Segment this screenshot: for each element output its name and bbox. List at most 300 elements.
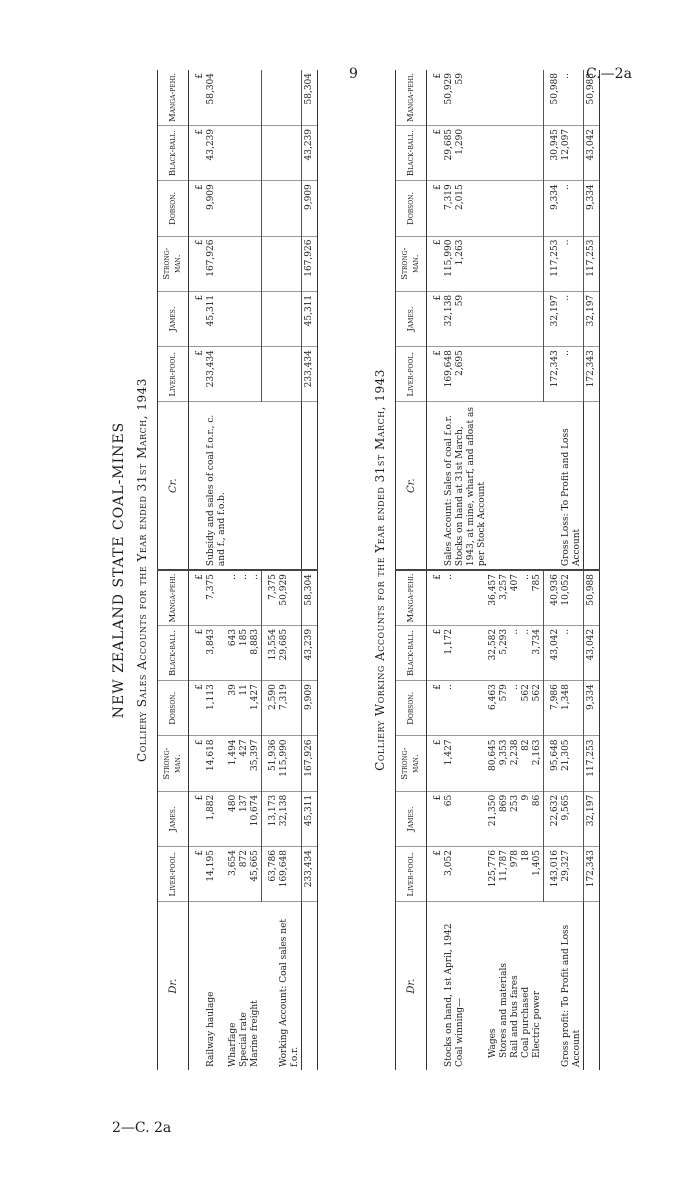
currency-symbol: £: [189, 347, 207, 402]
amount-cell: [250, 181, 262, 236]
row-label: Electric power: [532, 990, 542, 1058]
amount-cell: [521, 70, 532, 125]
table-row: [532, 70, 544, 1070]
col-head-mine: James.: [396, 791, 427, 846]
amount-cell: [499, 291, 510, 346]
amount-cell: ..: [510, 625, 521, 680]
amount-cell: 18: [521, 847, 532, 902]
col-head-mine: Liver-pool.: [158, 347, 189, 402]
amount-cell: [250, 347, 262, 402]
amount-cell: [532, 236, 544, 291]
dr-heading: Dr.: [396, 902, 427, 1070]
document-reference: C.—2a: [586, 66, 632, 82]
amount-cell: [228, 181, 239, 236]
col-head-mine: Black-ball.: [158, 125, 189, 180]
currency-symbol: £: [189, 291, 207, 346]
amount-cell: [510, 125, 521, 180]
amount-cell: 2,590: [262, 681, 280, 736]
amount-cell: [521, 181, 532, 236]
amount-cell: [499, 181, 510, 236]
amount-cell: 58,304: [302, 70, 318, 125]
amount-cell: 50,929: [279, 570, 302, 625]
amount-cell: 1,405: [532, 847, 544, 902]
amount-cell: 1,427: [250, 681, 262, 736]
cr-heading: Cr.: [158, 402, 189, 570]
col-head-mine: Strong-man.: [396, 236, 427, 291]
dr-heading: Dr.: [158, 902, 189, 1070]
amount-cell: 117,253: [584, 236, 600, 291]
amount-cell: [510, 236, 521, 291]
amount-cell: 32,197: [584, 791, 600, 846]
amount-cell: [455, 681, 488, 736]
row-label: Rail and bus fares: [510, 975, 520, 1058]
row-label: [584, 902, 600, 1070]
amount-cell: 9,909: [302, 681, 318, 736]
amount-cell: 45,311: [206, 291, 228, 346]
amount-cell: [488, 347, 499, 402]
amount-cell: 117,253: [584, 736, 600, 791]
amount-cell: 59: [455, 70, 488, 125]
currency-symbol: £: [427, 570, 445, 625]
row-label: [499, 402, 510, 570]
amount-cell: [510, 70, 521, 125]
amount-cell: 50,929: [444, 70, 455, 125]
amount-cell: 45,665: [250, 847, 262, 902]
row-label: Coal purchased: [521, 986, 531, 1058]
header-row: [158, 70, 189, 1070]
row-label: [239, 402, 250, 570]
table-row: [228, 70, 239, 1070]
table-row: [499, 70, 510, 1070]
amount-cell: [228, 70, 239, 125]
col-head-mine: Dobson.: [158, 181, 189, 236]
amount-cell: 30,945: [544, 125, 562, 180]
amount-cell: [228, 291, 239, 346]
amount-cell: 9: [521, 791, 532, 846]
amount-cell: [279, 347, 302, 402]
currency-symbol: £: [427, 70, 445, 125]
amount-cell: 35,397: [250, 736, 262, 791]
amount-cell: [279, 291, 302, 346]
currency-symbol: £: [427, 736, 445, 791]
amount-cell: 8,883: [250, 625, 262, 680]
amount-cell: 579: [499, 681, 510, 736]
amount-cell: 3,843: [206, 625, 228, 680]
blank-cell: [189, 902, 207, 1070]
currency-symbol: £: [427, 625, 445, 680]
amount-cell: 172,343: [544, 347, 562, 402]
amount-cell: 2,238: [510, 736, 521, 791]
amount-cell: [521, 125, 532, 180]
currency-symbol: £: [189, 236, 207, 291]
amount-cell: [455, 847, 488, 902]
page-number: 9: [349, 66, 358, 82]
table-row: [510, 70, 521, 1070]
amount-cell: [455, 625, 488, 680]
amount-cell: 169,648: [279, 847, 302, 902]
amount-cell: [279, 125, 302, 180]
col-head-mine: Manga-pehi.: [396, 70, 427, 125]
col-head-mine: Strong-man.: [158, 736, 189, 791]
row-label: Special rate: [239, 1012, 249, 1067]
amount-cell: ..: [561, 70, 584, 125]
table-row: [455, 70, 488, 1070]
currency-symbol: £: [427, 847, 445, 902]
row-label: Working Account: Coal sales net f.o.r.: [279, 918, 300, 1067]
amount-cell: [239, 125, 250, 180]
amount-cell: 185: [239, 625, 250, 680]
amount-cell: [488, 181, 499, 236]
amount-cell: [262, 70, 280, 125]
amount-cell: 14,618: [206, 736, 228, 791]
amount-cell: 172,343: [584, 847, 600, 902]
amount-cell: 785: [532, 570, 544, 625]
blank-cell: [427, 402, 445, 570]
amount-cell: 82: [521, 736, 532, 791]
amount-cell: 1,882: [206, 791, 228, 846]
amount-cell: 50,988: [584, 570, 600, 625]
amount-cell: [455, 570, 488, 625]
amount-cell: [455, 791, 488, 846]
amount-cell: 58,304: [302, 570, 318, 625]
row-label: Wharfage: [228, 1022, 238, 1067]
amount-cell: [532, 181, 544, 236]
amount-cell: 43,239: [302, 625, 318, 680]
row-label: [302, 402, 318, 570]
table-row: [250, 70, 262, 1070]
amount-cell: 7,375: [262, 570, 280, 625]
amount-cell: 427: [239, 736, 250, 791]
col-head-mine: Liver-pool.: [158, 847, 189, 902]
amount-cell: 2,163: [532, 736, 544, 791]
row-label: Wages: [488, 1028, 498, 1058]
amount-cell: 13,554: [262, 625, 280, 680]
working-account-table: [395, 70, 600, 1070]
currency-symbol: £: [189, 681, 207, 736]
amount-cell: 1,494: [228, 736, 239, 791]
amount-cell: 6,463: [488, 681, 499, 736]
amount-cell: 13,173: [262, 791, 280, 846]
amount-cell: [499, 347, 510, 402]
amount-cell: [532, 70, 544, 125]
amount-cell: 29,685: [279, 625, 302, 680]
amount-cell: 32,197: [584, 291, 600, 346]
amount-cell: 12,097: [561, 125, 584, 180]
row-label: Coal winning—: [455, 997, 465, 1067]
amount-cell: 167,926: [302, 236, 318, 291]
table-row: [544, 70, 562, 1070]
amount-cell: [262, 181, 280, 236]
sales-title: Colliery Sales Accounts for the Year ended 31st March, 1943: [135, 378, 149, 762]
row-label: Marine freight: [250, 1000, 260, 1067]
amount-cell: 50,988: [544, 70, 562, 125]
row-label: Railway haulage: [206, 991, 216, 1067]
amount-cell: [488, 70, 499, 125]
amount-cell: [499, 236, 510, 291]
amount-cell: 407: [510, 570, 521, 625]
header-row: [396, 70, 427, 1070]
currency-symbol: £: [189, 736, 207, 791]
amount-cell: 872: [239, 847, 250, 902]
amount-cell: 32,138: [444, 291, 455, 346]
amount-cell: 32,582: [488, 625, 499, 680]
col-head-mine: Strong-man.: [158, 236, 189, 291]
col-head-mine: James.: [158, 291, 189, 346]
amount-cell: 7,986: [544, 681, 562, 736]
amount-cell: 9,909: [206, 181, 228, 236]
amount-cell: ..: [239, 570, 250, 625]
row-label: [544, 902, 562, 1070]
amount-cell: [532, 125, 544, 180]
row-label: [532, 402, 544, 570]
amount-cell: 43,042: [584, 125, 600, 180]
amount-cell: 21,305: [561, 736, 584, 791]
amount-cell: [279, 236, 302, 291]
currency-symbol: £: [189, 125, 207, 180]
table-row: [206, 70, 228, 1070]
currency-symbol: £: [427, 236, 445, 291]
amount-cell: 562: [521, 681, 532, 736]
amount-cell: [262, 125, 280, 180]
amount-cell: 1,113: [206, 681, 228, 736]
row-label: [262, 402, 280, 570]
currency-row: [427, 70, 445, 1070]
row-label: [544, 402, 562, 570]
amount-cell: ..: [521, 570, 532, 625]
amount-cell: [262, 347, 280, 402]
table-row: [279, 70, 302, 1070]
main-title: NEW ZEALAND STATE COAL-MINES: [111, 421, 127, 719]
amount-cell: [250, 70, 262, 125]
amount-cell: [262, 236, 280, 291]
amount-cell: [228, 236, 239, 291]
currency-symbol: £: [427, 681, 445, 736]
row-label: Sales Account: Sales of coal f.o.r.: [444, 402, 455, 570]
col-head-mine: Black-ball.: [158, 625, 189, 680]
amount-cell: 3,052: [444, 847, 455, 902]
amount-cell: 1,172: [444, 625, 455, 680]
amount-cell: [279, 181, 302, 236]
amount-cell: 9,909: [302, 181, 318, 236]
col-head-mine: Black-ball.: [396, 625, 427, 680]
amount-cell: 5,293: [499, 625, 510, 680]
amount-cell: [262, 291, 280, 346]
amount-cell: ..: [228, 570, 239, 625]
amount-cell: 11: [239, 681, 250, 736]
amount-cell: 562: [532, 681, 544, 736]
amount-cell: 50,988: [584, 70, 600, 125]
col-head-mine: Liver-pool.: [396, 847, 427, 902]
currency-symbol: £: [189, 847, 207, 902]
amount-cell: ..: [510, 681, 521, 736]
amount-cell: ..: [561, 347, 584, 402]
amount-cell: [532, 291, 544, 346]
amount-cell: [239, 291, 250, 346]
amount-cell: [239, 70, 250, 125]
col-head-mine: Liver-pool.: [396, 347, 427, 402]
amount-cell: 1,348: [561, 681, 584, 736]
amount-cell: 2,015: [455, 181, 488, 236]
amount-cell: 480: [228, 791, 239, 846]
amount-cell: [250, 291, 262, 346]
currency-symbol: £: [427, 291, 445, 346]
amount-cell: 58,304: [206, 70, 228, 125]
amount-cell: 43,239: [206, 125, 228, 180]
amount-cell: ..: [561, 181, 584, 236]
amount-cell: 1,263: [455, 236, 488, 291]
amount-cell: 43,239: [302, 125, 318, 180]
amount-cell: 7,375: [206, 570, 228, 625]
amount-cell: 10,052: [561, 570, 584, 625]
amount-cell: ..: [521, 625, 532, 680]
amount-cell: 233,434: [302, 347, 318, 402]
amount-cell: 40,936: [544, 570, 562, 625]
amount-cell: ..: [561, 236, 584, 291]
amount-cell: 167,926: [302, 736, 318, 791]
currency-symbol: £: [427, 347, 445, 402]
amount-cell: [228, 125, 239, 180]
amount-cell: [488, 125, 499, 180]
amount-cell: 233,434: [302, 847, 318, 902]
amount-cell: 3,734: [532, 625, 544, 680]
col-head-mine: Manga-pehi.: [158, 570, 189, 625]
amount-cell: [250, 236, 262, 291]
amount-cell: 29,685: [444, 125, 455, 180]
amount-cell: 117,253: [544, 236, 562, 291]
amount-cell: 137: [239, 791, 250, 846]
amount-cell: 3,654: [228, 847, 239, 902]
amount-cell: 9,565: [561, 791, 584, 846]
amount-cell: [488, 291, 499, 346]
amount-cell: 125,776: [488, 847, 499, 902]
amount-cell: [510, 181, 521, 236]
amount-cell: 9,334: [544, 181, 562, 236]
table-row: [262, 70, 280, 1070]
table-row: [488, 70, 499, 1070]
table-row: [521, 70, 532, 1070]
amount-cell: 32,197: [544, 291, 562, 346]
amount-cell: 65: [444, 791, 455, 846]
col-head-mine: Black-ball.: [396, 125, 427, 180]
amount-cell: 45,311: [302, 291, 318, 346]
amount-cell: 643: [228, 625, 239, 680]
amount-cell: 1,290: [455, 125, 488, 180]
col-head-mine: James.: [396, 291, 427, 346]
amount-cell: 36,457: [488, 570, 499, 625]
amount-cell: ..: [444, 570, 455, 625]
row-label: [279, 402, 302, 570]
amount-cell: 869: [499, 791, 510, 846]
amount-cell: 11,787: [499, 847, 510, 902]
table-row: [239, 70, 250, 1070]
amount-cell: 39: [228, 681, 239, 736]
amount-cell: [521, 236, 532, 291]
amount-cell: [239, 236, 250, 291]
amount-cell: 167,926: [206, 236, 228, 291]
amount-cell: 45,311: [302, 791, 318, 846]
currency-symbol: £: [189, 791, 207, 846]
amount-cell: 1,427: [444, 736, 455, 791]
row-label: [510, 402, 521, 570]
col-head-mine: Strong-man.: [396, 736, 427, 791]
amount-cell: 9,334: [584, 681, 600, 736]
col-head-mine: Dobson.: [396, 681, 427, 736]
amount-cell: 253: [510, 791, 521, 846]
row-label: [521, 402, 532, 570]
amount-cell: [510, 291, 521, 346]
amount-cell: [532, 347, 544, 402]
amount-cell: 80,645: [488, 736, 499, 791]
currency-row: [189, 70, 207, 1070]
amount-cell: 978: [510, 847, 521, 902]
blank-cell: [427, 902, 445, 1070]
col-head-mine: Manga-pehi.: [158, 70, 189, 125]
currency-symbol: £: [427, 181, 445, 236]
amount-cell: 3,257: [499, 570, 510, 625]
currency-symbol: £: [189, 570, 207, 625]
amount-cell: [521, 347, 532, 402]
row-label: Stocks on hand, 1st April, 1942: [444, 923, 454, 1067]
amount-cell: [499, 125, 510, 180]
amount-cell: 21,350: [488, 791, 499, 846]
amount-cell: 14,195: [206, 847, 228, 902]
amount-cell: 143,016: [544, 847, 562, 902]
table-row: [302, 70, 318, 1070]
amount-cell: 9,334: [584, 181, 600, 236]
row-label: Gross profit: To Profit and Loss Account: [561, 924, 582, 1067]
amount-cell: [239, 181, 250, 236]
amount-cell: 32,138: [279, 791, 302, 846]
amount-cell: [510, 347, 521, 402]
amount-cell: 63,786: [262, 847, 280, 902]
row-label: [302, 902, 318, 1070]
amount-cell: 51,936: [262, 736, 280, 791]
amount-cell: 43,042: [584, 625, 600, 680]
amount-cell: 2,695: [455, 347, 488, 402]
working-title: Colliery Working Accounts for the Year ended 31st March, 1943: [373, 369, 387, 771]
amount-cell: [521, 291, 532, 346]
amount-cell: [455, 736, 488, 791]
col-head-mine: Dobson.: [158, 681, 189, 736]
col-head-mine: James.: [158, 791, 189, 846]
amount-cell: 22,632: [544, 791, 562, 846]
amount-cell: 169,648: [444, 347, 455, 402]
footer-reference: 2—C. 2a: [112, 1120, 172, 1136]
amount-cell: ..: [561, 625, 584, 680]
cr-heading: Cr.: [396, 402, 427, 570]
amount-cell: [228, 347, 239, 402]
table-row: [584, 70, 600, 1070]
currency-symbol: £: [189, 181, 207, 236]
amount-cell: [499, 70, 510, 125]
amount-cell: 59: [455, 291, 488, 346]
amount-cell: 115,990: [444, 236, 455, 291]
sales-account-table: [157, 70, 318, 1070]
row-label: [228, 402, 239, 570]
amount-cell: 7,319: [444, 181, 455, 236]
amount-cell: 29,327: [561, 847, 584, 902]
row-label: [584, 402, 600, 570]
col-head-mine: Manga-pehi.: [396, 570, 427, 625]
row-label: [262, 902, 280, 1070]
amount-cell: ..: [250, 570, 262, 625]
table-row: [561, 70, 584, 1070]
amount-cell: 95,648: [544, 736, 562, 791]
row-label: Subsidy and sales of coal f.o.r., c. and f., and f.o.b.: [206, 402, 228, 570]
amount-cell: 9,353: [499, 736, 510, 791]
table-row: [444, 70, 455, 1070]
currency-symbol: £: [427, 791, 445, 846]
